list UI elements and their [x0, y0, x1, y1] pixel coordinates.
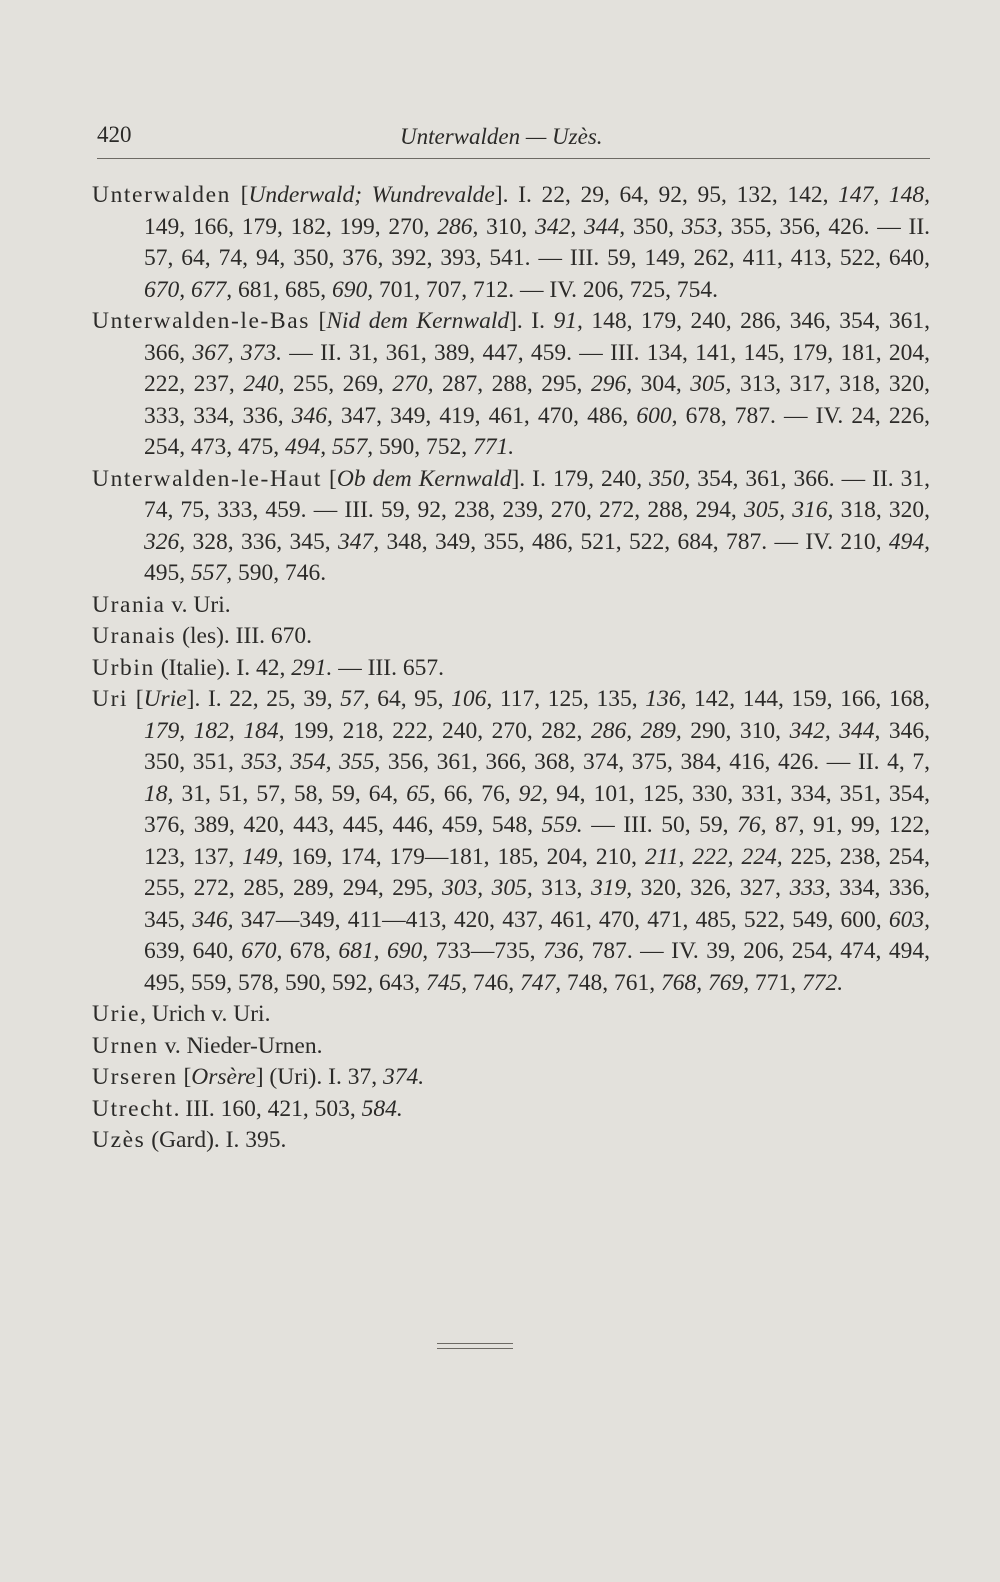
index-entry — [92, 684, 930, 999]
italic-reference: 147, 148, — [838, 182, 931, 208]
index-entry — [92, 653, 930, 685]
entry-text: 117, 125, 135, — [492, 686, 646, 712]
entry-text: 733—735, — [428, 938, 543, 964]
entry-text: (Gard). I. 395. — [145, 1127, 287, 1153]
entry-text: ] (Uri). I. 37, — [255, 1064, 383, 1090]
italic-reference: 346, — [291, 402, 333, 429]
italic-reference: 670, 677, — [144, 276, 233, 303]
italic-reference: 240, — [243, 371, 285, 397]
entry-text: — III. 657. — [332, 654, 444, 681]
entry-headword: Urseren — [92, 1064, 178, 1090]
italic-reference: 296, — [590, 371, 633, 397]
entry-text: 290, 310, — [681, 717, 790, 744]
italic-reference: 319, — [590, 875, 633, 901]
entry-headword: Urnen — [92, 1032, 159, 1059]
italic-reference: 681, 690, — [338, 938, 429, 964]
entry-text: 354, 361, 366. — II. 31, 74, 75, 333, 459. — III. 59, 92, 238, 239, 270, 272, 288, 294, — [144, 465, 931, 523]
entry-text: ]. I. 22, 29, 64, 92, 95, 132, 142, — [494, 182, 839, 208]
italic-reference: 326, — [144, 528, 186, 555]
italic-reference: Underwald; Wundrevalde — [248, 182, 495, 208]
entry-text: 347, 349, 419, 461, 470, 486, — [332, 402, 637, 429]
entry-headword: Urbin — [92, 654, 155, 681]
index-entries — [92, 180, 930, 1157]
italic-reference: Ob dem Kernwald — [336, 465, 512, 492]
entry-headword: Urania — [92, 591, 166, 618]
entry-text: 678, — [282, 938, 339, 964]
entry-text: 701, 707, 712. — IV. 206, 725, 754. — [373, 276, 719, 303]
italic-reference: 65, — [406, 780, 436, 807]
running-header — [97, 118, 930, 159]
italic-reference: 494, — [888, 528, 930, 555]
italic-reference: 305, — [690, 371, 732, 397]
index-entry — [92, 1094, 930, 1126]
italic-reference: 211, 222, 224, — [644, 843, 783, 870]
italic-reference: 350, — [649, 465, 691, 492]
entry-text: ]. I. 22, 25, 39, — [186, 686, 341, 712]
entry-text: (les). III. 670. — [176, 623, 313, 649]
italic-reference: 291. — [291, 654, 333, 681]
entry-text: v. Nieder-Urnen. — [158, 1032, 323, 1059]
index-entry — [92, 306, 930, 464]
italic-reference: 286, 289, — [590, 717, 682, 744]
index-entry — [92, 1125, 930, 1157]
entry-text: — III. 50, 59, — [582, 812, 738, 838]
italic-reference: 771. — [473, 434, 515, 460]
italic-reference: 772. — [802, 969, 844, 996]
entry-text: 748, 761, — [561, 969, 661, 996]
italic-reference: Nid dem Kernwald — [326, 308, 510, 334]
entry-headword: Unterwalden — [92, 182, 231, 208]
italic-reference: 179, 182, 184, — [144, 717, 285, 744]
entry-text: 787. — IV. 39, 206, 254, 474, 494, 495, 559, 578, 590, 592, 643, — [144, 938, 931, 996]
entry-text: 142, 144, 159, 166, 168, — [686, 686, 931, 712]
entry-text: [ — [230, 182, 249, 208]
entry-text: 225, 238, 254, 255, 272, 285, 289, 294, 295, — [144, 843, 931, 901]
entry-text: 87, 91, 99, 122, 123, 137, — [144, 812, 931, 870]
italic-reference: 353, 354, 355, — [241, 749, 381, 775]
entry-text: [ — [128, 686, 144, 712]
entry-text: 255, 269, — [284, 371, 393, 397]
italic-reference: 736, — [542, 938, 585, 964]
italic-reference: 768, 769, — [661, 969, 750, 996]
entry-text: 495, — [144, 560, 191, 586]
italic-reference: 584. — [361, 1095, 403, 1122]
entry-headword: Uri — [92, 686, 129, 712]
italic-reference: 494, 557, — [285, 434, 374, 460]
index-entry — [92, 464, 930, 590]
entry-text: 199, 218, 222, 240, 270, 282, — [284, 717, 591, 744]
index-entry — [92, 999, 930, 1031]
entry-text: 590, 752, — [373, 434, 473, 460]
italic-reference: 333, — [789, 875, 831, 901]
entry-text: 350, — [625, 213, 682, 240]
italic-reference: 18, — [144, 780, 174, 807]
entry-text: 287, 288, 295, — [433, 371, 591, 397]
italic-reference: 149, — [242, 843, 284, 870]
entry-text: 66, 76, — [435, 780, 519, 807]
entry-text: [ — [322, 465, 337, 492]
entry-text: ]. I. 179, 240, — [511, 465, 650, 492]
entry-text: 169, 174, 179—181, 185, 204, 210, — [283, 843, 645, 870]
entry-text: 356, 361, 366, 368, 374, 375, 384, 416, 426. — II. 4, 7, — [380, 749, 931, 775]
italic-reference: 557, — [191, 560, 233, 586]
entry-headword: Utrecht — [92, 1095, 174, 1122]
italic-reference: 286, — [437, 213, 479, 240]
italic-reference: 342, 344, — [789, 717, 881, 744]
italic-reference: 346, — [192, 906, 234, 933]
entry-text: 348, 349, 355, 486, 521, 522, 684, 787. — IV. 210, — [379, 528, 889, 555]
italic-reference: 559. — [541, 812, 583, 838]
entry-headword: Urie — [92, 1001, 141, 1027]
entry-text: [ — [310, 308, 327, 334]
italic-reference: 690, — [332, 276, 374, 303]
italic-reference: 747, — [520, 969, 562, 996]
entry-text: 328, 336, 345, — [185, 528, 338, 555]
italic-reference: 367, 373. — [192, 339, 282, 366]
entry-text: ]. I. — [509, 308, 554, 334]
entry-text: 346, 350, 351, — [144, 717, 931, 775]
italic-reference: 270, — [392, 371, 434, 397]
italic-reference: 353, — [681, 213, 723, 240]
italic-reference: 91, — [553, 308, 583, 334]
italic-reference: 106, — [451, 686, 493, 712]
entry-text: . III. 160, 421, 503, — [173, 1095, 362, 1122]
italic-reference: Urie — [143, 686, 187, 712]
entry-text: 94, 101, 125, 330, 331, 334, 351, 354, 376, 389, 420, 443, 445, 446, 459, 548, — [144, 780, 931, 838]
italic-reference: 670, — [241, 938, 283, 964]
entry-headword: Uranais — [92, 623, 177, 649]
entry-text: 678, 787. — IV. 24, 226, 254, 473, 475, — [144, 402, 931, 460]
entry-text: 318, 320, — [833, 497, 931, 523]
entry-text: 148, 179, 240, 286, 346, 354, 361, 366, — [144, 308, 931, 366]
italic-reference: 136, — [645, 686, 687, 712]
entry-text: 681, 685, — [232, 276, 332, 303]
italic-reference: 303, 305, — [441, 875, 533, 901]
entry-text: [ — [177, 1064, 192, 1090]
entry-text: 320, 326, 327, — [632, 875, 790, 901]
entry-text: 334, 336, 345, — [144, 875, 931, 933]
entry-text: — II. 31, 361, 389, 447, 459. — III. 134, 141, 145, 179, 181, 204, 222, 237, — [144, 339, 931, 397]
index-entry — [92, 1062, 930, 1094]
entry-text: 149, 166, 179, 182, 199, 270, — [144, 213, 438, 240]
italic-reference: 603, — [888, 906, 930, 933]
entry-text: 590, 746. — [232, 560, 327, 586]
index-entry — [92, 590, 930, 622]
entry-headword: Uzès — [92, 1127, 146, 1153]
entry-text: 304, — [632, 371, 691, 397]
entry-text: 746, — [467, 969, 520, 996]
entry-text: 313, — [532, 875, 591, 901]
italic-reference: 76, — [737, 812, 767, 838]
italic-reference: 92, — [518, 780, 549, 807]
entry-text: 771, — [749, 969, 802, 996]
entry-text: 347—349, 411—413, 420, 437, 461, 470, 471, 485, 522, 549, 600, — [233, 906, 889, 933]
italic-reference: 57, — [340, 686, 370, 712]
italic-reference: 600, — [636, 402, 678, 429]
entry-text: 64, 95, — [369, 686, 452, 712]
entry-text: 639, 640, — [144, 938, 242, 964]
entry-text: 313, 317, 318, 320, 333, 334, 336, — [144, 371, 931, 429]
index-entry — [92, 621, 930, 653]
italic-reference: Orsère — [191, 1064, 256, 1090]
page-number: 420 — [97, 122, 132, 147]
italic-reference: 374. — [382, 1064, 425, 1090]
entry-headword: Unterwalden-le-Haut — [92, 465, 323, 492]
italic-reference: 347, — [338, 528, 380, 555]
entry-text: , Urich v. Uri. — [140, 1001, 271, 1027]
index-entry — [92, 180, 930, 306]
italic-reference: 342, 344, — [535, 213, 626, 240]
entry-headword: Unterwalden-le-Bas — [92, 308, 311, 334]
end-ornament — [437, 1343, 513, 1349]
entry-text: 31, 51, 57, 58, 59, 64, — [173, 780, 407, 807]
running-head-title: Unterwalden — Uzès. — [400, 124, 603, 149]
index-entry — [92, 1031, 930, 1063]
entry-text: v. Uri. — [165, 591, 231, 618]
entry-text: 310, — [478, 213, 536, 240]
italic-reference: 305, 316, — [743, 497, 834, 523]
entry-text: (Italie). I. 42, — [154, 654, 292, 681]
entry-text: 355, 356, 426. — II. 57, 64, 74, 94, 350, 376, 392, 393, 541. — III. 59, 149, 262, 411, 413, 522, 640, — [144, 213, 931, 271]
italic-reference: 745, — [426, 969, 468, 996]
